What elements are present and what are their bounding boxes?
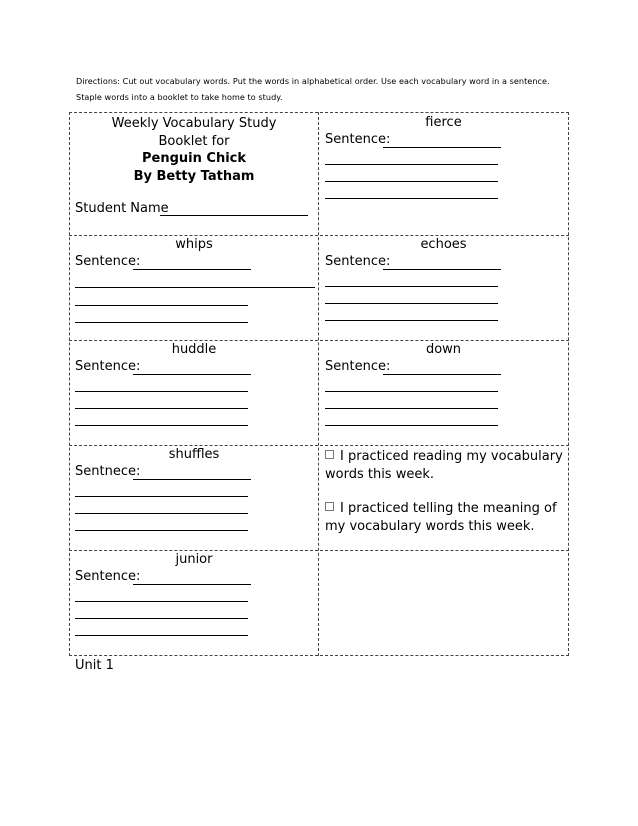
sentence-line[interactable] bbox=[75, 513, 248, 514]
sentence-line[interactable] bbox=[383, 147, 501, 148]
sentence-label: Sentence: bbox=[75, 254, 141, 269]
vocab-word-junior: junior bbox=[175, 552, 213, 567]
cover-title-line1: Weekly Vocabulary Study bbox=[111, 116, 277, 131]
checklist-item-reading[interactable] bbox=[325, 448, 563, 483]
sentence-line[interactable] bbox=[325, 408, 498, 409]
sentence-label: Sentence: bbox=[325, 132, 391, 147]
sentence-line[interactable] bbox=[75, 287, 315, 288]
student-name-line[interactable] bbox=[160, 215, 308, 216]
vocabulary-grid bbox=[69, 112, 569, 656]
checklist-text: I practiced telling the meaning of my vocabulary words this week. bbox=[325, 501, 557, 534]
cover-title-line2: Booklet for bbox=[158, 133, 230, 149]
sentence-line[interactable] bbox=[325, 198, 498, 199]
vocab-word-down: down bbox=[425, 342, 462, 357]
sentence-line[interactable] bbox=[133, 269, 251, 270]
sentence-line[interactable] bbox=[75, 618, 248, 619]
checkbox-icon[interactable] bbox=[325, 502, 334, 511]
sentence-label: Sentence: bbox=[75, 359, 141, 374]
grid-divider-row-1 bbox=[69, 235, 569, 236]
sentence-label: Sentence: bbox=[325, 254, 391, 269]
sentence-line[interactable] bbox=[383, 374, 501, 375]
vocab-word-shuffles: shuffles bbox=[168, 447, 220, 462]
sentence-line[interactable] bbox=[325, 286, 498, 287]
sentence-label: Sentnece: bbox=[75, 464, 141, 479]
directions-text: Directions: Cut out vocabulary words. Put the words in alphabetical order. Use each vocabulary word in a sentence. Staple words into a booklet to take home to study. bbox=[76, 76, 550, 102]
sentence-line[interactable] bbox=[75, 635, 248, 636]
vocab-word-huddle: huddle bbox=[171, 342, 217, 357]
sentence-line[interactable] bbox=[325, 181, 498, 182]
grid-divider-row-2 bbox=[69, 340, 569, 341]
sentence-label: Sentence: bbox=[75, 569, 141, 584]
grid-divider-row-4 bbox=[69, 550, 569, 551]
sentence-line[interactable] bbox=[75, 601, 248, 602]
sentence-line[interactable] bbox=[133, 584, 251, 585]
grid-divider-row-3 bbox=[69, 445, 569, 446]
sentence-line[interactable] bbox=[325, 391, 498, 392]
checklist-text: I practiced reading my vocabulary words this week. bbox=[325, 449, 563, 482]
sentence-line[interactable] bbox=[75, 322, 248, 323]
checkbox-icon[interactable] bbox=[325, 450, 334, 459]
sentence-line[interactable] bbox=[75, 408, 248, 409]
sentence-line[interactable] bbox=[75, 305, 248, 306]
book-title: Penguin Chick bbox=[142, 151, 246, 166]
cover-card bbox=[70, 115, 318, 185]
sentence-line[interactable] bbox=[325, 320, 498, 321]
sentence-line[interactable] bbox=[75, 496, 248, 497]
checklist-item-meaning[interactable] bbox=[325, 500, 563, 535]
sentence-line[interactable] bbox=[325, 303, 498, 304]
student-name-label: Student Name bbox=[75, 201, 169, 216]
book-author: By Betty Tatham bbox=[133, 168, 255, 184]
sentence-line[interactable] bbox=[133, 374, 251, 375]
sentence-line[interactable] bbox=[383, 269, 501, 270]
sentence-line[interactable] bbox=[75, 391, 248, 392]
grid-divider-vertical bbox=[318, 112, 319, 656]
vocab-word-echoes: echoes bbox=[420, 237, 467, 252]
vocab-word-fierce: fierce bbox=[425, 115, 462, 130]
unit-label: Unit 1 bbox=[75, 658, 114, 673]
sentence-line[interactable] bbox=[75, 425, 248, 426]
sentence-label: Sentence: bbox=[325, 359, 391, 374]
sentence-line[interactable] bbox=[325, 425, 498, 426]
sentence-line[interactable] bbox=[75, 530, 248, 531]
vocab-word-whips: whips bbox=[175, 237, 213, 252]
sentence-line[interactable] bbox=[133, 479, 251, 480]
sentence-line[interactable] bbox=[325, 164, 498, 165]
